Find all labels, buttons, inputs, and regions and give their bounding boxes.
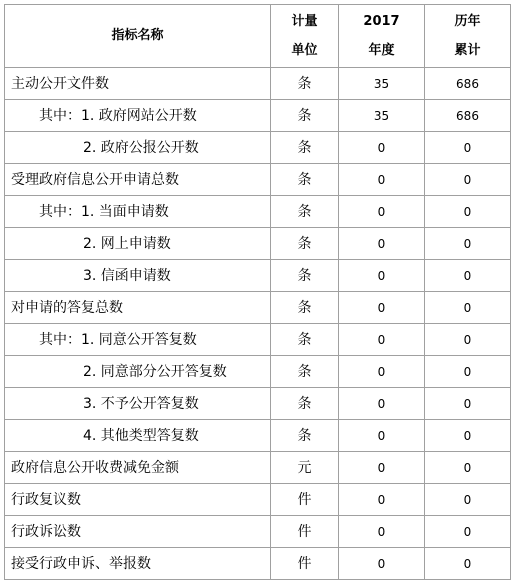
row-unit: 条 (271, 164, 339, 196)
row-total-value: 0 (425, 132, 511, 164)
row-name: 2. 政府公报公开数 (5, 132, 271, 164)
row-total-value: 0 (425, 548, 511, 580)
row-total-value: 0 (425, 292, 511, 324)
row-year-value: 0 (339, 356, 425, 388)
row-name: 接受行政申诉、举报数 (5, 548, 271, 580)
table-row (5, 548, 511, 580)
row-total-value: 686 (425, 68, 511, 100)
row-name: 2. 同意部分公开答复数 (5, 356, 271, 388)
row-unit: 件 (271, 548, 339, 580)
row-unit: 条 (271, 68, 339, 100)
row-year-value: 0 (339, 260, 425, 292)
table-row (5, 484, 511, 516)
table-row (5, 292, 511, 324)
row-year-value: 0 (339, 292, 425, 324)
row-year-value: 0 (339, 484, 425, 516)
table-row (5, 516, 511, 548)
row-total-value: 0 (425, 356, 511, 388)
row-total-value: 0 (425, 388, 511, 420)
table-row (5, 260, 511, 292)
row-unit: 元 (271, 452, 339, 484)
row-unit: 条 (271, 324, 339, 356)
row-year-value: 0 (339, 132, 425, 164)
row-unit: 条 (271, 292, 339, 324)
statistics-table (4, 4, 511, 580)
row-year-value: 0 (339, 228, 425, 260)
row-name: 其中：1. 同意公开答复数 (5, 324, 271, 356)
table-row (5, 68, 511, 100)
row-unit: 条 (271, 228, 339, 260)
row-total-value: 0 (425, 228, 511, 260)
table-row (5, 228, 511, 260)
row-total-value: 0 (425, 164, 511, 196)
row-unit: 条 (271, 356, 339, 388)
table-row (5, 100, 511, 132)
table-row (5, 164, 511, 196)
row-name: 4. 其他类型答复数 (5, 420, 271, 452)
row-year-value: 0 (339, 452, 425, 484)
table-header-row (5, 5, 511, 68)
row-year-value: 0 (339, 516, 425, 548)
row-total-value: 0 (425, 260, 511, 292)
row-year-value: 0 (339, 164, 425, 196)
row-name: 主动公开文件数 (5, 68, 271, 100)
header-unit: 计量 单位 (271, 5, 339, 68)
row-total-value: 0 (425, 196, 511, 228)
row-name: 行政诉讼数 (5, 516, 271, 548)
row-unit: 件 (271, 484, 339, 516)
row-unit: 条 (271, 196, 339, 228)
row-name: 3. 信函申请数 (5, 260, 271, 292)
row-unit: 件 (271, 516, 339, 548)
row-name: 2. 网上申请数 (5, 228, 271, 260)
header-cumulative: 历年 累计 (425, 5, 511, 68)
row-total-value: 0 (425, 516, 511, 548)
row-total-value: 0 (425, 452, 511, 484)
row-name: 其中：1. 政府网站公开数 (5, 100, 271, 132)
row-name: 政府信息公开收费减免金额 (5, 452, 271, 484)
row-total-value: 0 (425, 324, 511, 356)
table-row (5, 356, 511, 388)
row-name: 受理政府信息公开申请总数 (5, 164, 271, 196)
row-year-value: 0 (339, 388, 425, 420)
header-year: 2017 年度 (339, 5, 425, 68)
row-total-value: 0 (425, 484, 511, 516)
row-name: 其中：1. 当面申请数 (5, 196, 271, 228)
row-year-value: 35 (339, 100, 425, 132)
table-row (5, 324, 511, 356)
row-total-value: 686 (425, 100, 511, 132)
table-row (5, 420, 511, 452)
header-indicator-name: 指标名称 (5, 5, 271, 68)
row-total-value: 0 (425, 420, 511, 452)
row-unit: 条 (271, 420, 339, 452)
row-year-value: 0 (339, 548, 425, 580)
table-row (5, 388, 511, 420)
row-year-value: 35 (339, 68, 425, 100)
table-row (5, 196, 511, 228)
table-row (5, 452, 511, 484)
row-name: 对申请的答复总数 (5, 292, 271, 324)
table-row (5, 132, 511, 164)
row-name: 行政复议数 (5, 484, 271, 516)
row-year-value: 0 (339, 324, 425, 356)
row-unit: 条 (271, 132, 339, 164)
row-unit: 条 (271, 260, 339, 292)
row-year-value: 0 (339, 420, 425, 452)
row-unit: 条 (271, 388, 339, 420)
row-name: 3. 不予公开答复数 (5, 388, 271, 420)
row-unit: 条 (271, 100, 339, 132)
row-year-value: 0 (339, 196, 425, 228)
